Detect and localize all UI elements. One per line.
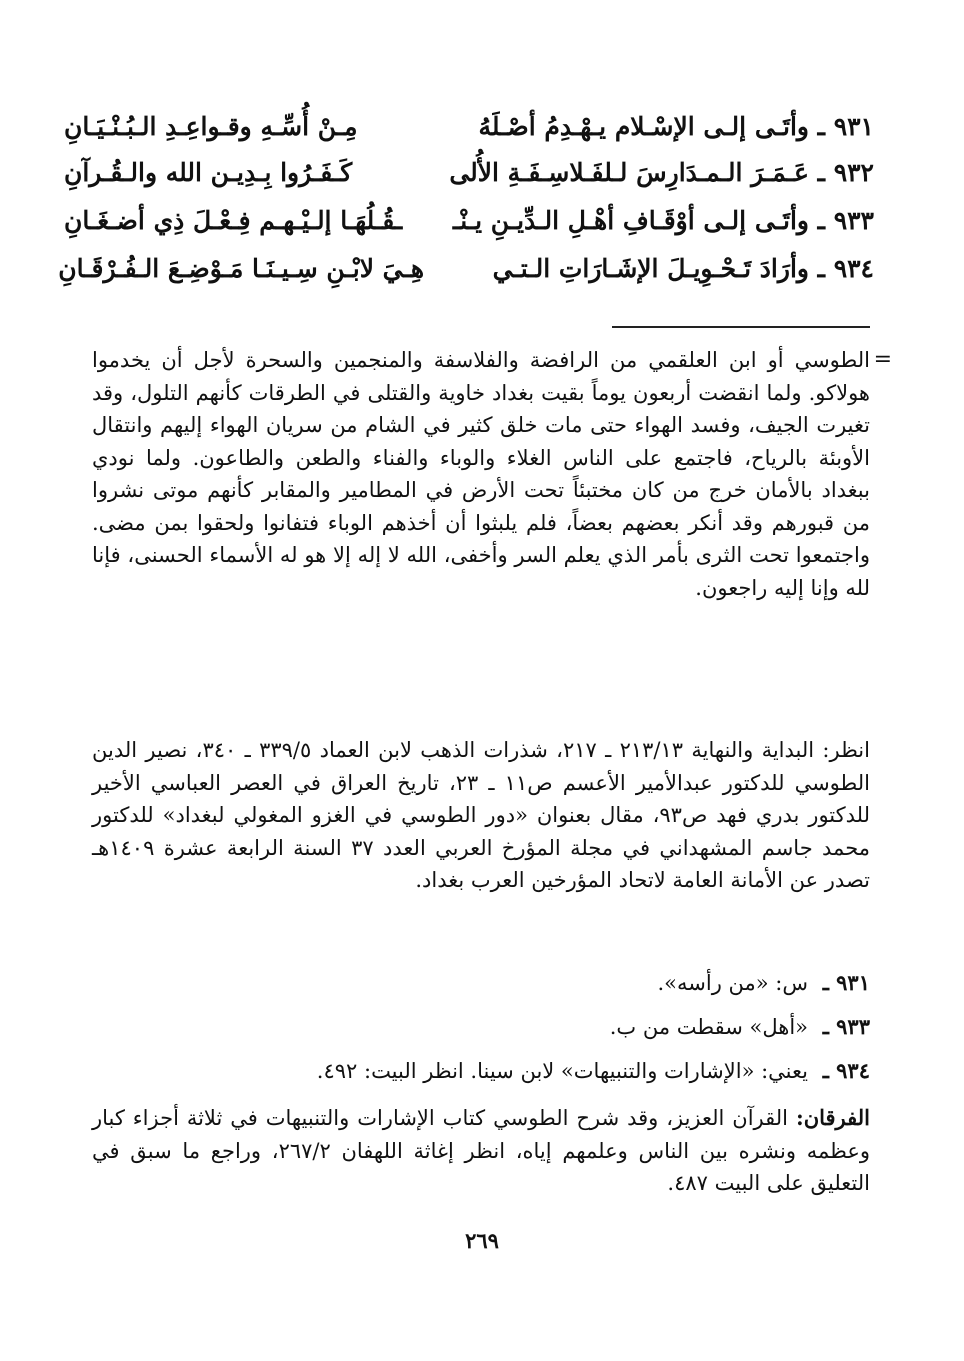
verse-933-first-hemistich: ٩٣٣ ـ وأتَـى إلـى أوْقَـافِ أهْـلِ الـدِّيـنِ يـنْـ (452, 206, 874, 235)
verse-text: عَـمَـرَ الـمـدَارِسَ لـلفَـلاسِـفَـةِ الأُلى (449, 158, 809, 187)
references-paragraph: انظر: البداية والنهاية ٢١٣/١٣ ـ ٢١٧، شذرات الذهب لابن العماد ٣٣٩/٥ ـ ٣٤٠، نصير الدين الطوسي للدكتور عبدالأمير الأعسم ص١١ ـ ٢٣، تاريخ العراق في العصر العباسي الأخير للدكتور بدري فهد ص٩٣، مقال بعنوان «دور الطوسي في الغزو المغولي لبغداد» للدكتور محمد جاسم المشهداني في مجلة المؤرخ العربي العدد ٣٧ السنة الرابعة عشرة ١٤٠٩هـ تصدر عن الأمانة العامة لاتحاد المؤرخين العرب بغداد. (92, 738, 871, 892)
verse-933-second-hemistich: ـقُـلُهَـا إلـيْـهـم فِـعْـلَ ذِي أضـغَـانِ (64, 206, 403, 235)
note-931 (92, 967, 870, 1000)
verse-text: وأتَـى إلـى أوْقَـافِ أهْـلِ الـدِّيـنِ يـنْـ (452, 206, 809, 235)
verse-932-second-hemistich: كَـفَـرُوا بِـدِيـن الله والـقُـرآنِ (64, 158, 353, 187)
verse-931-second-hemistich: مِـنْ أُسِّـهِ وقـواعِـدِ الـبُـنْـيَـانِ (64, 112, 358, 141)
furqan-text: القرآن العزيز، وقد شرح الطوسي كتاب الإشارات والتنبيهات في ثلاثة أجزاء كبار وعظمه ونشره بين الناس وعلمهم إياه، انظر إغاثة اللهفان ٢٦٧/٢، وراجع ما سبق في التعليق على البيت ٤٨٧. (92, 1106, 870, 1195)
note-text: يعني: «الإشارات والتنبيهات» لابن سينا. انظر البيت: ٤٩٢. (316, 1059, 808, 1083)
page-number: ٢٦٩ (465, 1228, 499, 1253)
verse-number: ٩٣٣ (833, 206, 874, 235)
verse-text: وأرَادَ تَـحْـوِيـلَ الإشَـارَاتِ الـتـي (492, 254, 809, 283)
note-number: ٩٣١ ـ (822, 970, 870, 995)
verse-931-first-hemistich: ٩٣١ ـ وأتَـى إلـى الإسْـلام يـهْـدِمُ أصْـلَهُ (478, 112, 874, 141)
furqan-note (92, 1102, 870, 1200)
verse-932-first-hemistich: ٩٣٢ ـ عَـمَـرَ الـمـدَارِسَ لـلفَـلاسِـفَـةِ الأُلى (449, 158, 874, 187)
verse-text: وأتَـى إلـى الإسْـلام يـهْـدِمُ أصْـلَهُ (478, 112, 809, 141)
verse-number: ٩٣٢ (833, 158, 874, 187)
footnote-continuation (92, 344, 892, 604)
verse-934-second-hemistich: هِـيَ لابْـنِ سِـيـنَـا مَـوْضِـعَ الـفُـرْقَـانِ (58, 254, 424, 283)
note-number: ٩٣٣ ـ (822, 1014, 870, 1039)
verse-number: ٩٣١ (833, 112, 874, 141)
note-number: ٩٣٤ ـ (822, 1058, 870, 1083)
footnote-separator (612, 326, 870, 328)
note-934 (92, 1055, 870, 1088)
continuation-text: الطوسي أو ابن العلقمي من الرافضة والفلاسفة والمنجمين والسحرة لأجل أن يخدموا هولاكو. ولما انقضت أربعون يوماً بقيت بغداد خاوية والقتلى في الطرقات كأنهم التلول، وقد تغيرت الجيف، وفسد الهواء حتى مات خلق كثير في الشام من سريان الهواء إليهم وانتقال الأوبئة بالرياح، فاجتمع على الناس الغلاء والوباء والفناء والطعن والطاعون. ولما نودي ببغداد بالأمان خرج من كان مختبئاً تحت الأرض في المطامير والمقابر كأنهم موتى نشروا من قبورهم وقد أنكر بعضهم بعضاً، فلم يلبثوا أن أخذهم الوباء فتفانوا ولحقوا بمن مضى. واجتمعوا تحت الثرى بأمر الذي يعلم السر وأخفى، الله لا إله إلا هو له الأسماء الحسنى، فإنا لله وإنا إليه راجعون. (92, 348, 870, 600)
note-933 (92, 1011, 870, 1044)
verse-number: ٩٣٤ (833, 254, 874, 283)
note-text: «أهل» سقطت من ب. (609, 1015, 808, 1039)
furqan-term: الفرقان: (795, 1105, 870, 1130)
verse-934-first-hemistich: ٩٣٤ ـ وأرَادَ تَـحْـوِيـلَ الإشَـارَاتِ الـتـي (492, 254, 874, 283)
continuation-marker: = (873, 347, 892, 372)
note-text: س: «من رأسه». (657, 971, 808, 995)
